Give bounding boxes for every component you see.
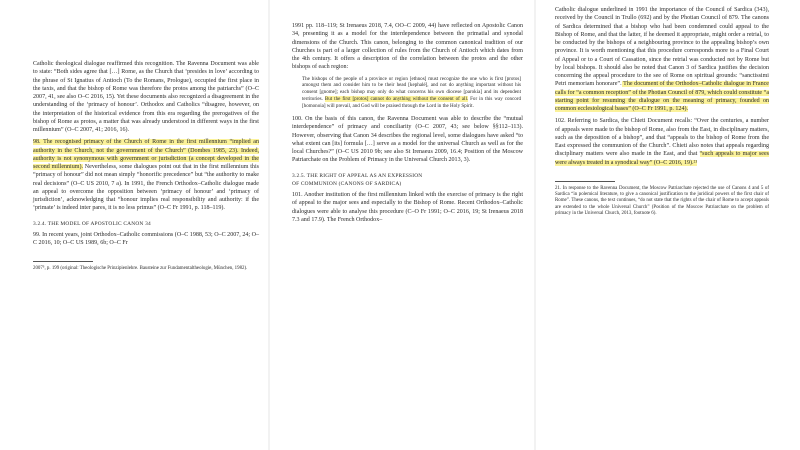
block-quote-canon-34 [302,76,521,111]
paragraph-text: Catholic dialogue underlined in 1991 the importance of the Council of Sardica (343), received by the Council in Trullo (692) and by the Photian Council of 879. The canons of Sardica determined that a bishop who had been condemned could appeal to the Bishop of Rome, and that the latter, if he deemed it appropriate, might order a retrial, to be conducted by the bishops of a neighbouring province to the appealing bishop’s own province. It is worth mentioning that this procedure corresponds more to a Final Court of Appeal or to a Court of Cassation, since the retrial was conducted not by Rome but by local bishops. It should also be noted that Canon 3 of Sardica justifies the decision concerning the appeal procedure to the see of Rome on spiritual grounds: “sanctissimi Petri memoriam honorare”. [555,7,769,88]
page-right [535,0,800,450]
footnote: 2007⁵, p. 199 (original: Theologische Prinzipienlehre. Bausteine zur Fundamentaltheologie, München, 1982). [33,266,248,272]
page-middle [269,0,535,450]
quote-text: For in this way concord [homonoia] will prevail, and God will be praised through the Lord in the Holy Spirit. [302,96,521,110]
paragraph-text: 102. Referring to Sardica, the Chieti Document recalls: “Over the centuries, a number of appeals were made to the bishop of Rome, also from the East, in disciplinary matters, such as the deposition of a bishop”, and that “appeals to the bishop of Rome from the East expressed the communion of the Church”. Chieti also notes that appeals regarding disciplinary matters were also made in the East, and that [555,118,769,158]
quote-text: The bishops of the people of a province or region [ethnos] must recognize the one who is first [protos] amongst them and consider him to be their head [kephalé], and not do anything important without his consent [gnome]; each bishop may only do what concerns his own diocese [parokia] and its dependent territories. [302,75,521,103]
highlight: But the first [protos] cannot do anything without the consent of all. [324,96,469,103]
page-left [0,0,269,450]
footnote-rule [555,181,615,182]
paragraph-98 [33,138,259,212]
section-heading-3-2-5-line2: OF COMMUNION (CANONS OF SARDICA) [292,180,402,187]
footnote-rule [33,261,93,262]
paragraph-98-rest: Nevertheless, some dialogues point out that in the first millennium this “primacy of honour” did not mean simply “honorific precedence” but “the authority to make real decisions” (O–C US 2010, 7 a). In 1991, the French Orthodox–Catholic dialogue made an appeal to overcome the opposition between ‘primacy of honour’ and ‘primacy of jurisdiction’, acknowledging that “honour implies real responsibility and authority: if the ‘primate’ is indeed inter pares, it is no less primus” (O–C Fr 1991, p. 118–119). [33,164,259,212]
paragraph-101-cont [555,6,769,113]
paragraph-102 [555,117,769,167]
paragraph-99-cont: 1991 pp. 118–119; St Irenaeus 2018, 7.4, OO–C 2009, 44) have reflected on Apostolic Canon 34, presenting it as a model for the interdependence between the primatial and synodal dimensions of the Church. This canon, belonging to the common canonical tradition of our Churches is part of a larger collection of rules from the Church of Antioch which dates from the 4th century. It offers a description of the correlation between the protos and the other bishops of each region: [292,23,523,71]
footnote-21: 21. In response to the Ravenna Document, the Moscow Patriarchate rejected the use of Canons 4 and 5 of Sardica “in polemical literature, to give a canonical justification to the juridical powers of the first chair of Rome”. These canons, the text continues, “do not state that the rights of the chair of Rome to accept appeals are extended to the whole Universal Church” (Position of the Moscow Patriarchate on the problem of primacy in the Universal Church, 2013, footnote 6). [555,185,769,216]
section-heading-3-2-5: 3.2.5. THE RIGHT OF APPEAL AS AN EXPRESSION [292,172,423,179]
paragraph-97-end: Catholic theological dialogue reaffirmed this recognition. The Ravenna Document was able to state: “Both sides agree that […] Rome, as the Church that ‘presides in love’ according to the phrase of St Ignatius of Antioch (To the Romans, Prologue), occupied the first place in the taxis, and that the bishop of Rome was therefore the protos among the patriarchs” (O–C 2007, 41, see also O–C 2016, 15). Yet these documents also recognized a disagreement in the understanding of the ‘primacy of honour’. Orthodox and Catholics “disagree, however, on the interpretation of the historical evidence from this era regarding the prerogatives of the bishop of Rome as protos, a matter that was already understood in different ways in the first millennium” (O–C 2007, 41; 2016, 16). [33,61,259,133]
section-heading-3-2-4: 3.2.4. THE MODEL OF APOSTOLIC CANON 34 [33,220,151,227]
paragraph-101: 101. Another institution of the first millennium linked with the exercise of primacy is the right of appeal to the major sees and especially to the Bishop of Rome. Recent Orthodox–Catholic dialogues were able to analyse this procedure (C–O Fr 1991; O–C 2016, 19; St Irenaeus 2018 7.3 and 17.9). The French Orthodox– [292,192,523,223]
highlight: The document of the Orthodox–Catholic dialogue in France calls for “a common reception” of the Photian Council of 879, which could constitute “a starting point for resuming the dialogue on the meaning of primacy, founded on common ecclesiological bases” (O–C Fr 1991, p. 124). [555,81,769,112]
paragraph-100: 100. On the basis of this canon, the Ravenna Document was able to describe the “mutual interdependence” of primacy and conciliarity (O–C 2007, 43; see below §§112–113). However, observing that Canon 34 describes the regional level, some dialogues have asked “to what extent can [its] formula […] serve as a model for the universal Church as well as for the local Churches?” (O–C US 2010 9b; see also St Irenaeus 2009, 16.4; Position of the Moscow Patriarchate on the Problem of Primacy in the Universal Church 2013, 3). [292,116,523,164]
highlight: “such appeals to major sees were always treated in a synodical way” (O–C 2016, 19).²¹ [555,151,769,166]
highlight: 98. The recognised primacy of the Church of Rome in the first millennium “implied an authority in the Church, not the government of the Church” (Dombes 1985, 23). Indeed, authority is not synonymous with government or jurisdiction (a concept developed in the second millennium). [33,139,259,170]
paragraph-99: 99. In recent years, joint Orthodox–Catholic commissions (O–C 1988, 53; O–C 2007, 24; O–C 2016, 10; O–C US 1989, 6b; O–C Fr [33,231,259,246]
